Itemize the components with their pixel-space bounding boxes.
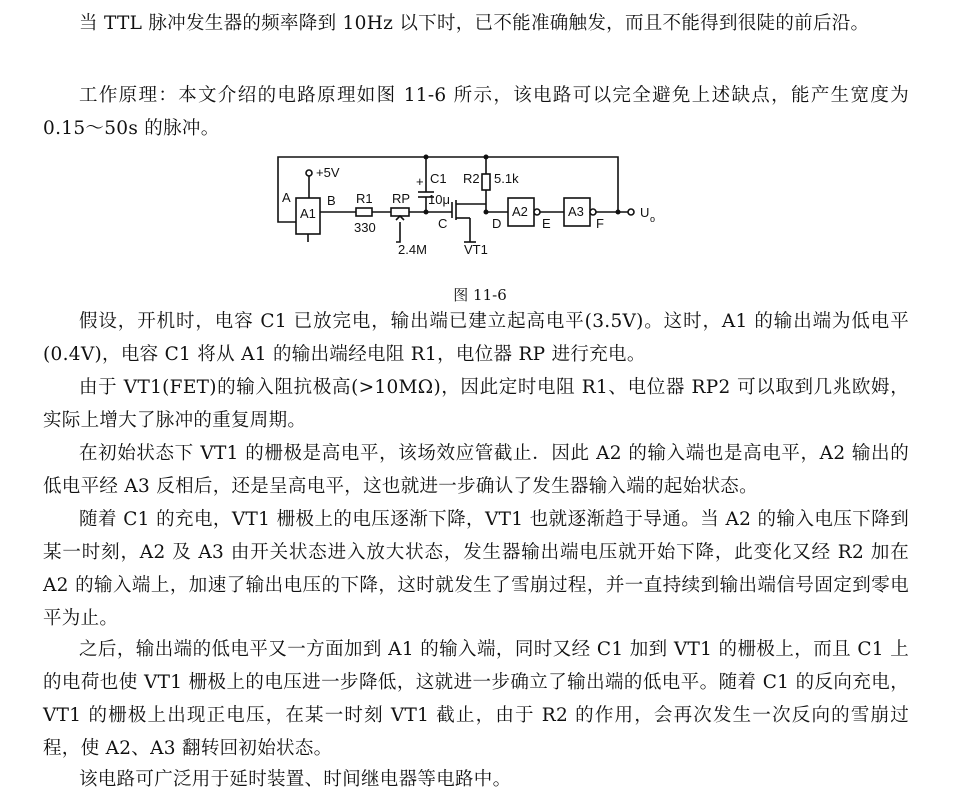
gate-a2-bubble <box>534 209 540 215</box>
label-node-f: F <box>596 216 604 231</box>
label-uo-subscript: o <box>650 214 656 224</box>
potentiometer-rp <box>391 208 409 216</box>
label-node-c: C <box>438 216 448 231</box>
figure-caption: 图 11-6 <box>453 286 507 304</box>
label-node-e: E <box>542 216 551 231</box>
label-a2: A2 <box>512 204 528 219</box>
label-node-d: D <box>492 216 502 231</box>
paragraph-3: 假设，开机时，电容 C1 已放完电，输出端已建立起高电平(3.5V)。这时，A1 的输出端为低电平(0.4V)，电容 C1 将从 A1 的输出端经电阻 R1，电位器 RP 进行充电。 <box>43 311 909 365</box>
label-c1-plus: + <box>416 174 424 189</box>
junction-node-c <box>424 210 429 215</box>
paragraph-2: 工作原理：本文介绍的电路原理如图 11-6 所示，该电路可以完全避免上述缺点，能产生宽度为 0.15～50s 的脉冲。 <box>43 85 909 139</box>
paragraph-8: 该电路可广泛用于延时装置、时间继电器等电路中。 <box>79 769 512 790</box>
junction-top-r2 <box>484 155 489 160</box>
paragraph-4: 由于 VT1(FET)的输入阻抗极高(>10MΩ)，因此定时电阻 R1、电位器 RP2 可以取到几兆欧姆，实际上增大了脉冲的重复周期。 <box>43 377 909 431</box>
label-r2: R2 <box>463 171 480 186</box>
junction-output <box>616 210 621 215</box>
label-node-a: A <box>282 190 291 205</box>
vcc-terminal <box>306 170 312 176</box>
label-vcc: +5V <box>316 165 340 180</box>
label-vt1: VT1 <box>464 242 488 257</box>
paragraph-5: 在初始状态下 VT1 的栅极是高电平，该场效应管截止．因此 A2 的输入端也是高电平，A2 输出的低电平经 A3 反相后，还是呈高电平，这也就进一步确认了发生器输入端的起始状态。 <box>43 443 909 497</box>
label-r1-value: 330 <box>354 220 376 235</box>
rp-wiper <box>396 222 400 242</box>
label-a1: A1 <box>300 206 316 221</box>
circuit-diagram-figure-11-6 <box>260 150 680 280</box>
label-uo: U <box>640 205 650 220</box>
label-c1-value: 10μ <box>428 192 450 207</box>
resistor-r2 <box>482 174 490 190</box>
paragraph-6: 随着 C1 的充电，VT1 栅极上的电压逐渐下降，VT1 也就逐渐趋于导通。当 A2 的输入电压下降到某一时刻，A2 及 A3 由开关状态进入放大状态，发生器输出端电压就开始下降，此变化又经 R2 加在 A2 的输入端上，加速了输出电压的下降，这时就发生了雪崩过程，并一直持续到输出端信号固定到零电平为止。 <box>43 509 909 629</box>
junction-top-c1 <box>424 155 429 160</box>
gate-a3-bubble <box>590 209 596 215</box>
label-node-b: B <box>327 193 336 208</box>
paragraph-7: 之后，输出端的低电平又一方面加到 A1 的输入端，同时又经 C1 加到 VT1 的栅极上，而且 C1 上的电荷也使 VT1 栅极上的电压进一步降低，这就进一步确立了输出端的低电平。随着 C1 的反向充电，VT1 的栅极上出现正电压，在某一时刻 VT1 截止，由于 R2 的作用，会再次发生一次反向的雪崩过程，使 A2、A3 翻转回初始状态。 <box>43 639 909 759</box>
resistor-r1 <box>356 208 372 216</box>
paragraph-1: 当 TTL 脉冲发生器的频率降到 10Hz 以下时，已不能准确触发，而且不能得到很陡的前后沿。 <box>79 13 870 34</box>
label-a3: A3 <box>568 204 584 219</box>
label-r1: R1 <box>356 191 373 206</box>
junction-node-d <box>484 210 489 215</box>
label-c1: C1 <box>430 171 447 186</box>
output-terminal <box>628 209 634 215</box>
label-r2-value: 5.1k <box>494 171 519 186</box>
label-rp-value: 2.4M <box>398 242 427 257</box>
label-rp: RP <box>392 191 411 206</box>
